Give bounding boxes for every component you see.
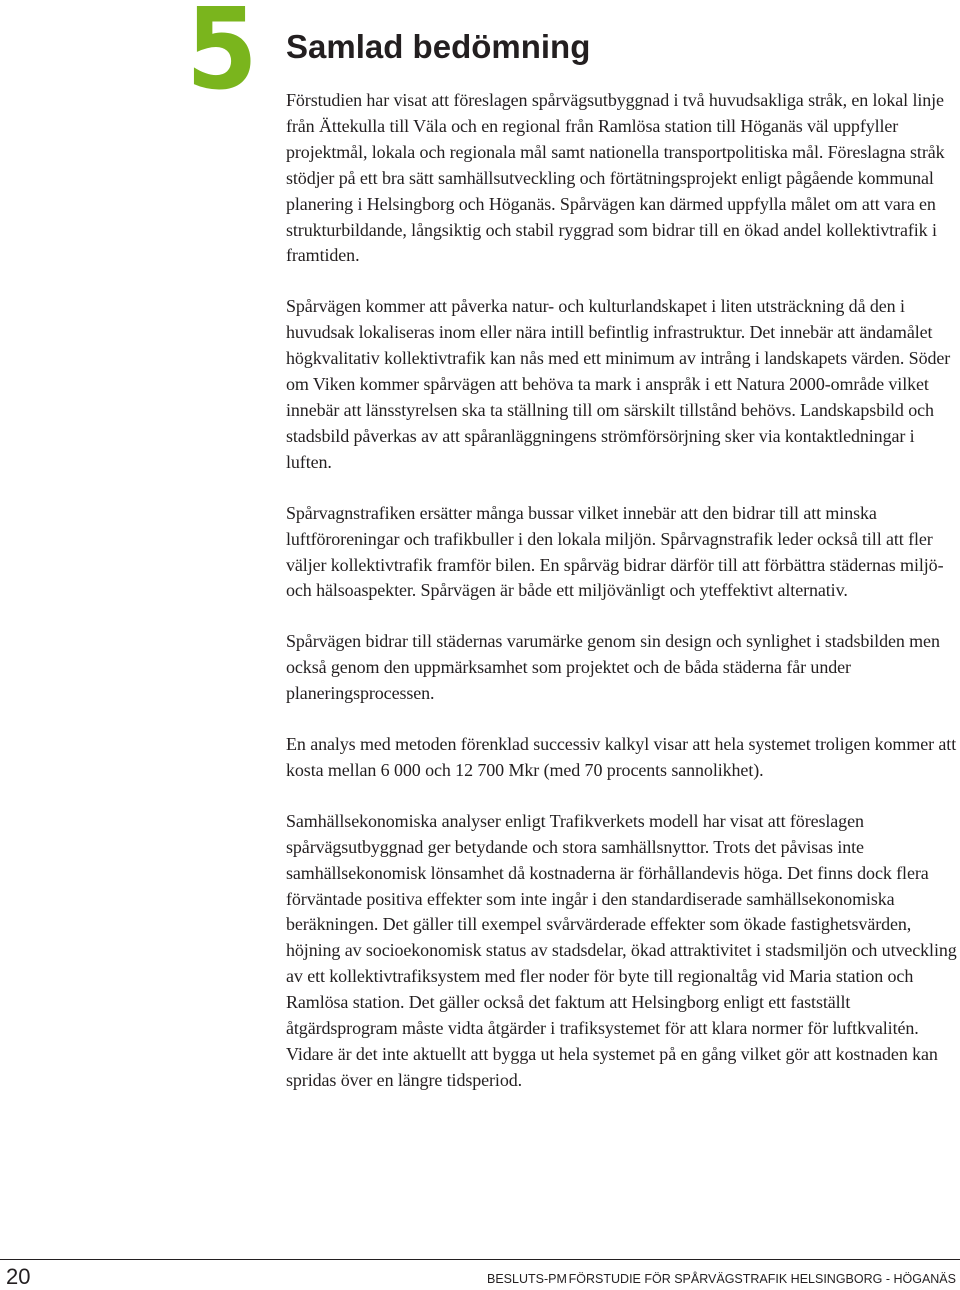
body-text — [286, 88, 958, 1119]
paragraph: En analys med metoden förenklad successiv kalkyl visar att hela systemet troligen kommer att kosta mellan 6 000 och 12 700 Mkr (med 70 procents sannolikhet). — [286, 734, 957, 780]
chapter-number: 5 — [186, 0, 256, 115]
page-number: 20 — [6, 1264, 31, 1289]
paragraph: Spårvägen bidrar till städernas varumärke genom sin design och synlighet i stadsbilden men också genom den uppmärksamhet som projektet och de båda städerna får under planeringsprocessen. — [286, 631, 940, 704]
paragraph: Samhällsekonomiska analyser enligt Trafikverkets modell har visat att föreslagen spårvägsutbyggnad ger betydande och stora samhällsnyttor. Trots det påvisas inte samhällsekonomisk lönsamhet då kostnaderna är förhållandevis höga. Det finns dock flera förväntade positiva effekter som inte ingår i den standardiserade samhällsekonomiska beräkningen. Det gäller till exempel svårvärderade effekter som ökade fastighetsvärden, höjning av socioekonomisk status av stadsdelar, ökad attraktivitet i stadsmiljön och utveckling av ett kollektivtrafiksystem med fler noder för byte till regionaltåg vid Maria station och Ramlösa station. Det gäller också det faktum att Helsingborg enligt ett fastställt åtgärdsprogram måste vidta åtgärder i trafiksystemet för att klara normer för luftkvalitén. Vidare är det inte aktuellt att bygga ut hela systemet på en gång vilket gör att kostnaden kan spridas över en längre tidsperiod. — [286, 810, 957, 1090]
paragraph: Spårvägen kommer att påverka natur- och kulturlandskapet i liten utsträckning då den i huvudsak lokaliseras inom eller nära intill befintlig infrastruktur. Det innebär att ändamålet högkvalitativ kollektivtrafik kan nås med ett minimum av intrång i landskapets värden. Söder om Viken kommer spårvägen att behöva ta mark i anspråk i ett Natura 2000-område vilket innebär att länsstyrelsen ska ta ställning till om särskilt tillstånd behövs. Landskapsbild och stadsbild påverkas av att spåranläggningens strömförsörjning sker via kontaktledningar i luften. — [286, 296, 951, 472]
paragraph: Förstudien har visat att föreslagen spårvägsutbyggnad i två huvudsakliga stråk, en lokal linje från Ättekulla till Väla och en regional från Ramlösa station till Höganäs väl uppfyller projektmål, lokala och regionala mål samt nationella transportpolitiska mål. Föreslagna stråk stödjer på ett bra sätt samhällsutveckling och förtätningsprojekt enligt pågående kommunal planering i Helsingborg och Höganäs. Spårvägen kan därmed uppfylla målet om att vara en strukturbildande, långsiktig och stabil ryggrad som bidrar till en ökad andel kollektivtrafik i framtiden. — [286, 90, 945, 266]
footer-divider — [0, 1259, 960, 1260]
footer-doc-type: BESLUTS-PM — [487, 1272, 567, 1286]
page-title: Samlad bedömning — [286, 28, 591, 65]
paragraph: Spårvagnstrafiken ersätter många bussar vilket innebär att den bidrar till att minska luftföroreningar och trafikbuller i den lokala miljön. Spårvagnstrafik leder också till att fler väljer kollektivtrafik framför bilen. En spårväg bidrar därför till att förbättra städernas miljö- och hälsoaspekter. Spårvägen är både ett miljövänligt och yteffektivt alternativ. — [286, 502, 944, 601]
footer-doc-title: FÖRSTUDIE FÖR SPÅRVÄGSTRAFIK HELSINGBORG - HÖGANÄS — [568, 1272, 956, 1286]
